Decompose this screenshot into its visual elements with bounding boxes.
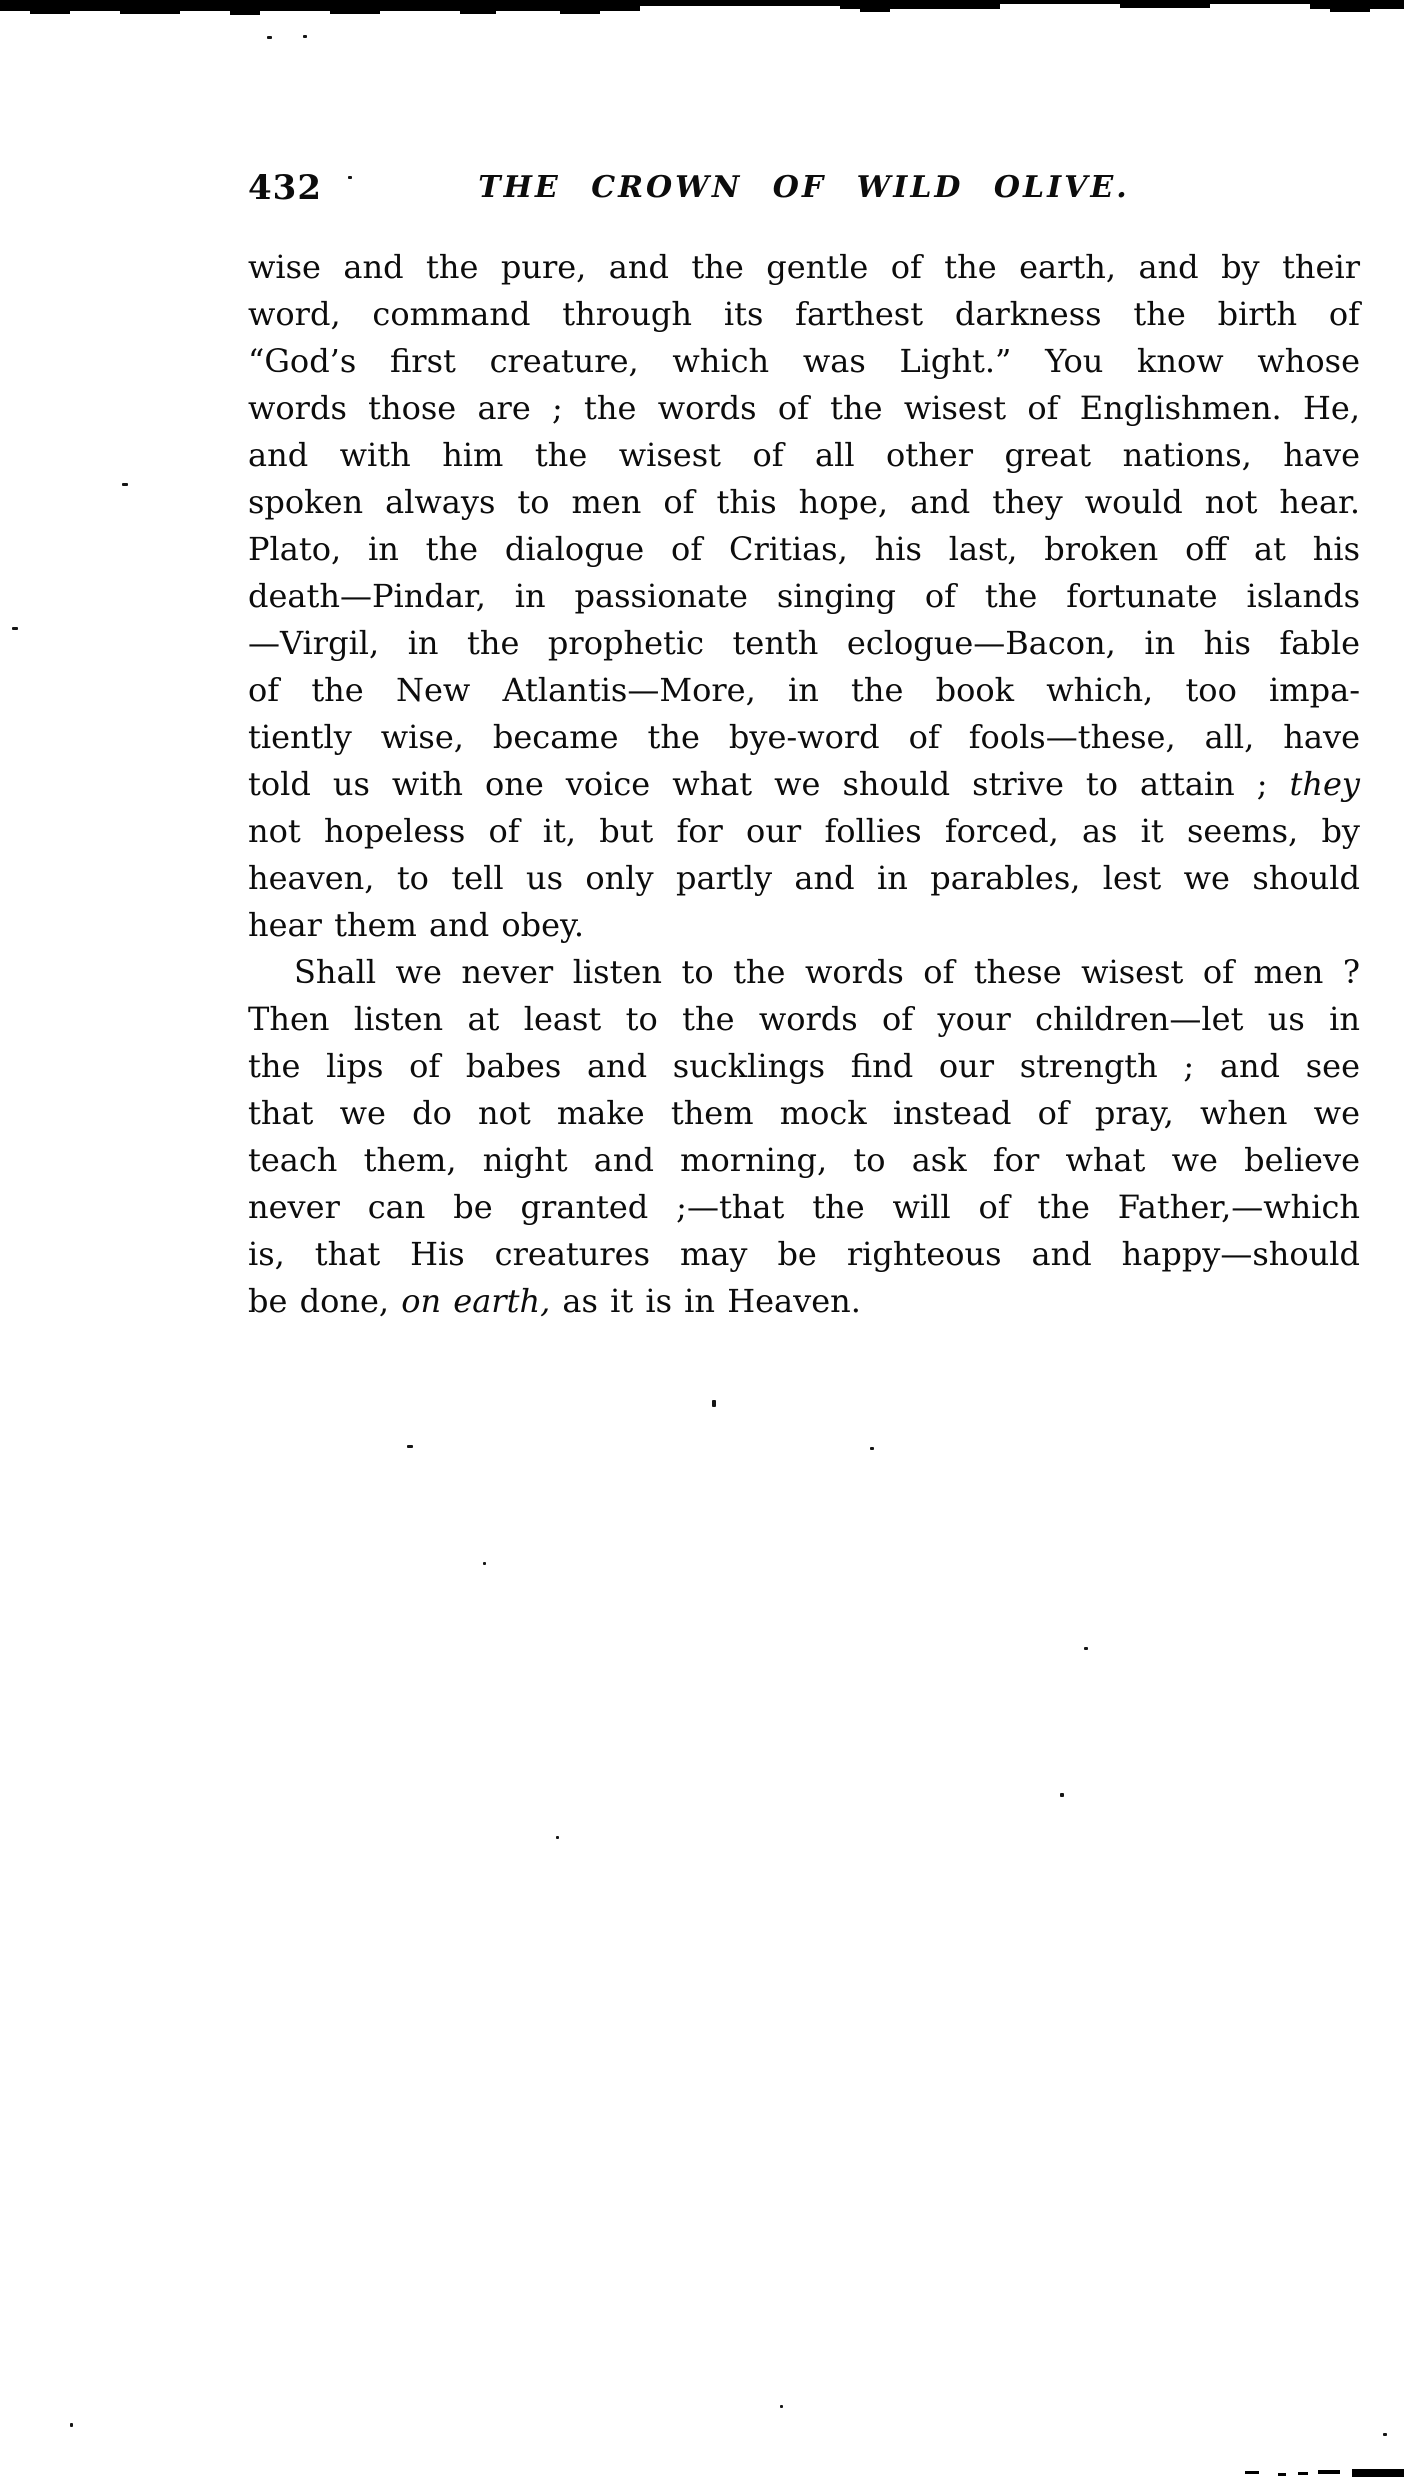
scan-edge-segment <box>1245 2471 1259 2474</box>
text-line: heaven, to tell us only partly and in parables, lest we should <box>248 859 1360 897</box>
scan-edge-segment <box>1210 0 1310 4</box>
scan-edge-segment <box>1298 2472 1308 2475</box>
scan-edge-segment <box>0 0 640 11</box>
text-line: never can be granted ;—that the will of the Father,—which <box>248 1188 1360 1226</box>
scan-speck <box>407 1445 413 1448</box>
scan-edge-segment <box>640 0 840 6</box>
scan-edge-segment <box>1120 0 1210 8</box>
scan-speck <box>1084 1647 1088 1650</box>
scan-edge-segment <box>1000 0 1120 4</box>
scan-speck <box>70 2423 73 2427</box>
text-line: the lips of babes and sucklings find our strength ; and see <box>248 1047 1360 1085</box>
text-line: tiently wise, became the bye-word of fools—these, all, have <box>248 718 1360 756</box>
text-line: teach them, night and morning, to ask for what we believe <box>248 1141 1360 1179</box>
text-line: “God’s first creature, which was Light.” You know whose <box>248 342 1360 380</box>
text-line: is, that His creatures may be righteous and happy—should <box>248 1235 1360 1273</box>
scan-edge-tooth <box>330 10 380 14</box>
page-header <box>248 164 1360 212</box>
scan-edge-tooth <box>30 9 70 14</box>
text-line: that we do not make them mock instead of pray, when we <box>248 1094 1360 1132</box>
scan-speck <box>303 35 307 38</box>
text-line: not hopeless of it, but for our follies forced, as it seems, by <box>248 812 1360 850</box>
text-line: hear them and obey. <box>248 906 585 944</box>
scan-speck <box>267 36 272 39</box>
text-line: wise and the pure, and the gentle of the earth, and by their <box>248 248 1360 286</box>
text-line: of the New Atlantis—More, in the book which, too impa- <box>248 671 1360 709</box>
scan-speck <box>348 176 352 179</box>
text-line: death—Pindar, in passionate singing of the fortunate islands <box>248 577 1360 615</box>
scan-edge-tooth <box>860 8 890 12</box>
text-block <box>248 244 1360 1325</box>
text-line: be done, on earth, as it is in Heaven. <box>248 1282 861 1320</box>
text-line: Shall we never listen to the words of these wisest of men ? <box>294 953 1360 991</box>
scan-speck <box>12 627 18 630</box>
text-line: spoken always to men of this hope, and they would not hear. <box>248 483 1360 521</box>
scan-speck <box>1383 2433 1387 2436</box>
scan-speck <box>556 1836 559 1839</box>
scan-speck <box>1060 1793 1064 1797</box>
text-line: —Virgil, in the prophetic tenth eclogue—Bacon, in his fable <box>248 624 1360 662</box>
text-line: and with him the wisest of all other great nations, have <box>248 436 1360 474</box>
text-line: word, command through its farthest darkness the birth of <box>248 295 1360 333</box>
scan-speck <box>122 483 128 486</box>
italic-text: they <box>1289 765 1360 803</box>
paragraph <box>248 949 1360 1325</box>
text-line: Plato, in the dialogue of Critias, his last, broken off at his <box>248 530 1360 568</box>
scan-edge-segment <box>1352 2469 1404 2477</box>
text-line: words those are ; the words of the wisest of Englishmen. He, <box>248 389 1360 427</box>
scan-edge-tooth <box>230 9 260 15</box>
scan-edge-tooth <box>560 10 600 14</box>
scan-edge-tooth <box>460 9 496 14</box>
scan-edge-tooth <box>120 10 180 14</box>
page-number: 432 <box>248 168 322 208</box>
text-line: Then listen at least to the words of your children—let us in <box>248 1000 1360 1038</box>
scan-edge-segment <box>1278 2473 1286 2476</box>
running-title: THE CROWN OF WILD OLIVE. <box>478 170 1130 205</box>
scan-speck <box>870 1447 874 1450</box>
scan-speck <box>780 2405 783 2408</box>
paragraph <box>248 244 1360 949</box>
scan-edge-segment <box>1318 2470 1340 2474</box>
scan-edge-tooth <box>1330 8 1370 12</box>
italic-text: on earth, <box>401 1282 551 1320</box>
scan-speck <box>483 1562 486 1565</box>
text-line: told us with one voice what we should strive to attain ; they <box>248 765 1360 803</box>
scan-speck <box>712 1400 716 1407</box>
